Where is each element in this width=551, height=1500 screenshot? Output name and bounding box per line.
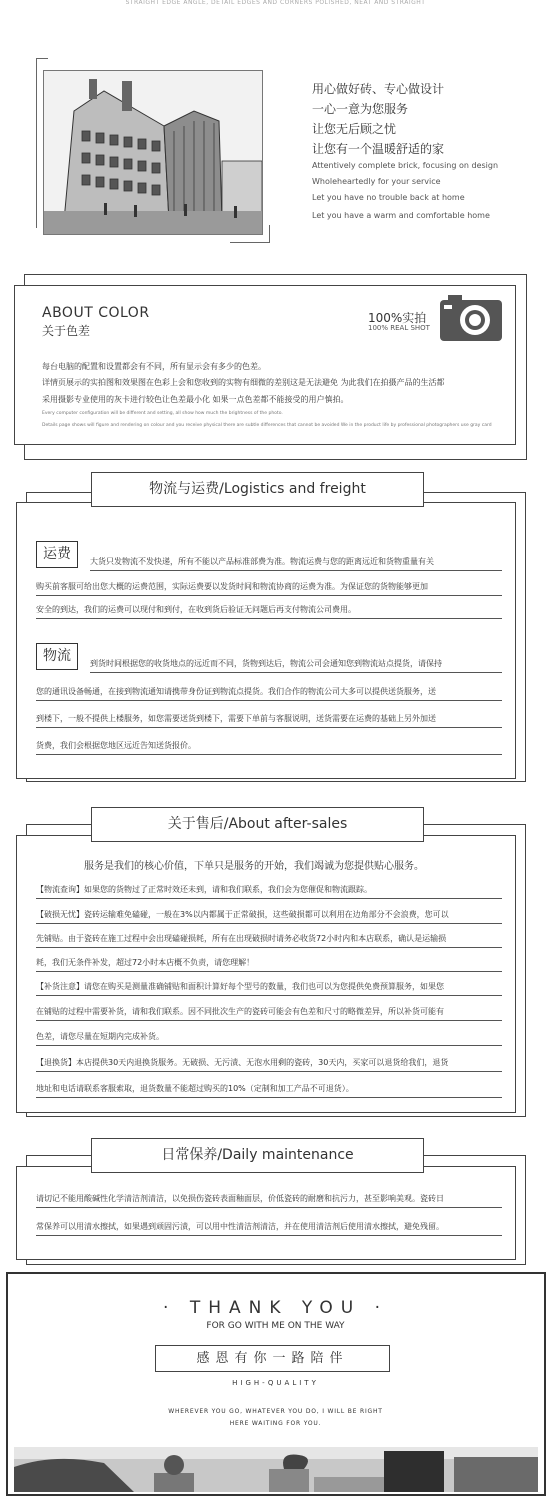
logistics-line: 货费，我们会根据您地区远近告知送货报价。 xyxy=(36,740,502,755)
high-quality-label: HIGH-QUALITY xyxy=(232,1379,319,1387)
freight-line: 购买前客服可给出您大概的运费范围，实际运费要以发货时间和物流协商的运费为准。为保证您的货物能够更加 xyxy=(36,581,502,596)
after-sales-line: 色差，请您尽量在短期内完成补货。 xyxy=(36,1031,502,1046)
gratitude-box: 感恩有你一路陪伴 xyxy=(155,1345,390,1372)
slogan-en: Attentively complete brick, focusing on design xyxy=(312,161,499,170)
logistics-heading: 物流与运费/Logistics and freight xyxy=(91,472,424,507)
logistics-label: 物流 xyxy=(36,643,78,670)
slogan-en: Let you have no trouble back at home xyxy=(312,193,465,202)
top-caption-strip: STRAIGHT EDGE ANGLE, DETAIL EDGES AND CORNERS POLISHED, NEAT AND STRAIGHT xyxy=(125,0,426,6)
color-fine-print: Details page shows will figure and rendering on colour and you receive physical there are subtle differences that cannot be avoided We in the product life by professional photographers use gray card xyxy=(42,423,492,428)
color-note-line: 每台电脑的配置和设置都会有不同，所有显示会有多少的色差。 xyxy=(42,362,266,371)
slogan-cn: 一心一意为您服务 xyxy=(312,102,409,116)
intro-frame-corner-right xyxy=(230,225,270,243)
slogan-en: Let you have a warm and comfortable home xyxy=(312,211,490,220)
logistics-line: 您的通讯设备畅通，在接到物流通知请携带身份证到物流点提货。我们合作的物流公司大多可以提供送货服务，送 xyxy=(36,686,502,701)
logistics-line: 到楼下，一般不提供上楼服务，如您需要送货到楼下，需要下单前与客服说明，送货需要在运费的基础上另外加送 xyxy=(36,713,502,728)
after-sales-line: 在铺贴的过程中需要补货，请和我们联系。因不同批次生产的瓷砖可能会有色差和尺寸的略微差异，所以补货可能有 xyxy=(36,1006,502,1021)
about-color-subtitle: 关于色差 xyxy=(42,324,91,338)
camera-icon xyxy=(440,295,502,345)
thank-you-tagline: HERE WAITING FOR YOU. xyxy=(229,1420,322,1427)
real-shot-label-en: 100% REAL SHOT xyxy=(368,324,430,332)
real-shot-label-cn: 100%实拍 xyxy=(368,311,427,325)
slogan-en: Wholeheartedly for your service xyxy=(312,177,441,186)
interior-photo xyxy=(14,1447,538,1492)
color-note-line: 详情页展示的实拍图和效果图在色彩上会和您收到的实物有细微的差别这是无法避免 为此我们在拍摄产品的生活都 xyxy=(42,378,445,387)
freight-line: 大货只发物流不发快递，所有不能以产品标准部费为准。物流运费与您的距离远近和货物重量有关 xyxy=(90,556,502,571)
after-sales-line: 地址和电话请联系客服索取，退货数量不能超过购买的10%（定制和加工产品不可退货）。 xyxy=(36,1083,502,1098)
after-sales-intro: 服务是我们的核心价值，下单只是服务的开始，我们竭诚为您提供贴心服务。 xyxy=(84,861,424,872)
maintenance-panel xyxy=(16,1166,516,1260)
after-sales-line: 【物流查询】如果您的货物过了正常时效还未到，请和我们联系，我们会为您催促和物流跟踪。 xyxy=(36,884,502,899)
thank-you-title: · THANK YOU · xyxy=(163,1298,388,1318)
after-sales-line: 【破损无忧】瓷砖运输难免磕碰，一般在3%以内都属于正常破损，这些破损都可以利用在边角部分不会浪费，您可以 xyxy=(36,909,502,924)
after-sales-line: 先铺贴。由于瓷砖在施工过程中会出现磕碰损耗，所有在出现破损时请务必收货72小时内和本店联系，确认是运输损 xyxy=(36,933,502,948)
building-sketch-image xyxy=(43,70,263,235)
slogan-cn: 让您有一个温暖舒适的家 xyxy=(312,142,445,156)
maintenance-line: 请切记不能用酸碱性化学清洁剂清洁，以免损伤瓷砖表面釉面层，价低瓷砖的耐磨和抗污力，甚至影响美观。瓷砖日 xyxy=(36,1193,502,1208)
building-sketch-drawing xyxy=(44,71,263,235)
color-fine-print: Every computer configuration will be different and setting, all show how much the brightness of the photo. xyxy=(42,411,283,416)
after-sales-line: 【补货注意】请您在购买是测量准确铺贴和面积计算好每个型号的数量，我们也可以为您提供免费预算服务，如果您 xyxy=(36,981,502,996)
after-sales-line: 耗，我们无条件补发，超过72小时本店概不负责，请您理解！ xyxy=(36,957,502,972)
after-sales-line: 【退换货】本店提供30天内退换货服务。无破损、无污渍、无泡水用剩的瓷砖，30天内，买家可以退货给我们，退货 xyxy=(36,1057,502,1072)
maintenance-line: 常保养可以用清水擦拭，如果遇到顽固污渍，可以用中性清洁剂清洁，并在使用清洁剂后使用清水擦拭，避免残留。 xyxy=(36,1221,502,1236)
freight-line: 安全的到达，我们的运费可以现付和到付，在收到货后验证无问题后再支付物流公司费用。 xyxy=(36,604,502,619)
thank-you-tagline: WHEREVER YOU GO, WHATEVER YOU DO, I WILL BE RIGHT xyxy=(168,1408,383,1415)
maintenance-heading: 日常保养/Daily maintenance xyxy=(91,1138,424,1173)
freight-label: 运费 xyxy=(36,541,78,568)
logistics-panel xyxy=(16,502,516,779)
slogan-cn: 用心做好砖、专心做设计 xyxy=(312,82,445,96)
interior-photo-drawing xyxy=(14,1447,538,1492)
thank-you-subtitle: FOR GO WITH ME ON THE WAY xyxy=(206,1321,345,1331)
about-color-title: ABOUT COLOR xyxy=(42,305,150,321)
color-note-line: 采用摄影专业使用的灰卡进行较色让色差最小化 如果一点色差都不能接受的用户慎拍。 xyxy=(42,395,349,404)
slogan-cn: 让您无后顾之忧 xyxy=(312,122,397,136)
after-sales-heading: 关于售后/About after-sales xyxy=(91,807,424,842)
logistics-line: 到货时间根据您的收货地点的远近而不同，货物到达后，物流公司会通知您到物流站点提货，请保持 xyxy=(90,658,502,673)
